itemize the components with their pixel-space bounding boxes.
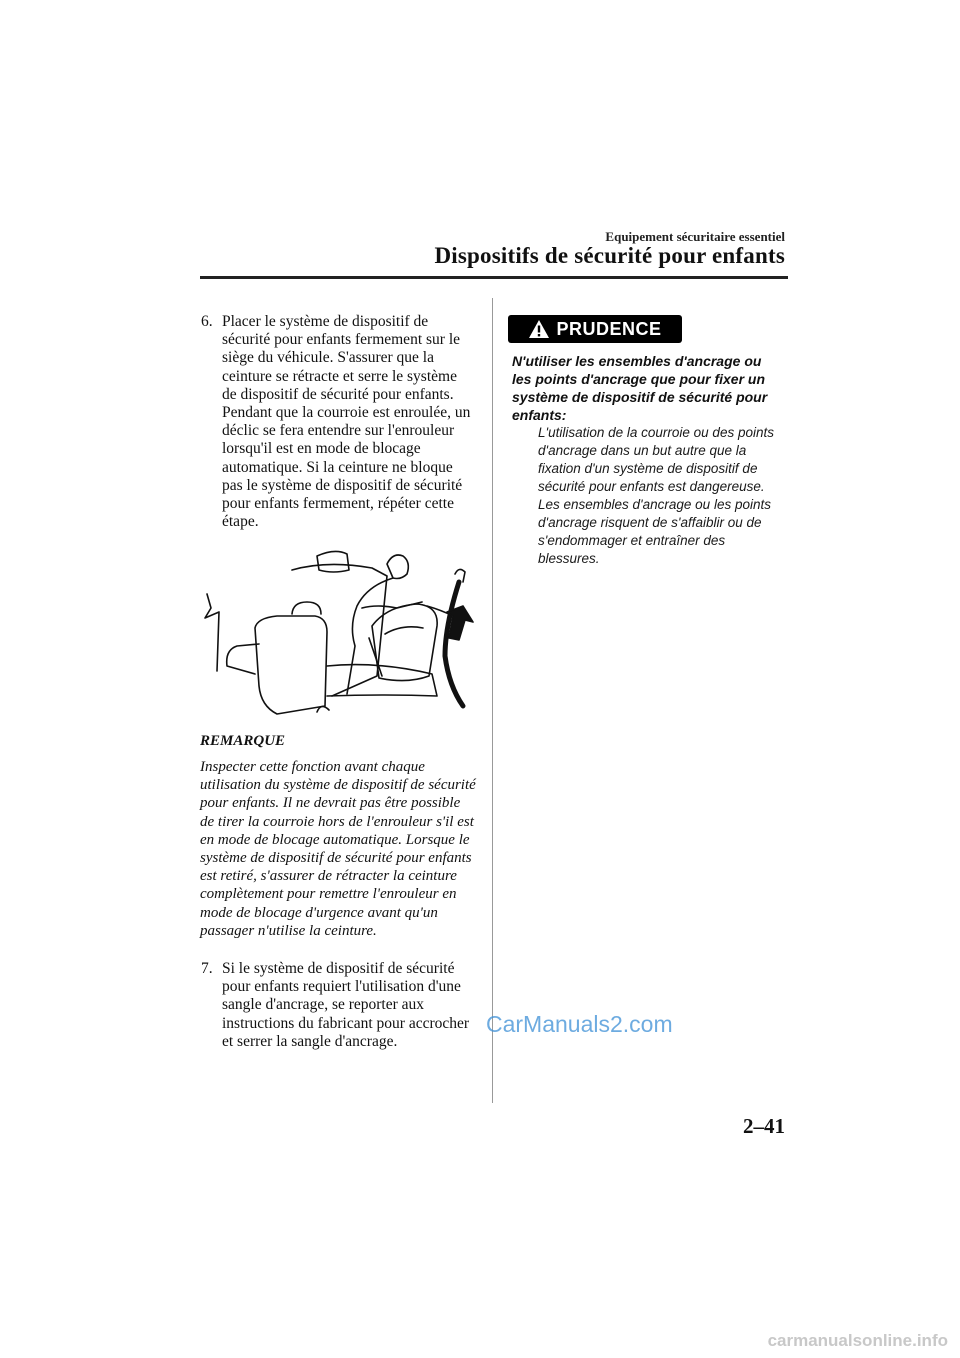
chapter-title: Dispositifs de sécurité pour enfants — [434, 243, 785, 268]
note-title: REMARQUE — [200, 733, 286, 749]
warning-triangle-icon — [528, 319, 550, 339]
step-6 — [201, 313, 473, 531]
header-rule — [200, 276, 788, 279]
step-6-text: Placer le système de dispositif de sécurité pour enfants fermement sur le siège du véhicule. S'assurer que la ceinture se rétracte et serre le système de dispositif de sécurité pour enfants. Pendant que la courroie est enroulée, un déclic se fera entendre sur l'enrouleur lorsqu'il est en mode de blocage automatique. Si la ceinture ne bloque pas le système de dispositif de sécurité pour enfants fermement, répéter cette étape. — [222, 313, 471, 531]
seat-belt-illustration — [197, 546, 479, 718]
footer-watermark: carmanualsonline.info — [767, 1331, 948, 1350]
note-text: Inspecter cette fonction avant chaque utilisation du système de dispositif de sécurité pour enfants. Il ne devrait pas être possible de tirer la courroie hors de l'enrouleur s'il est en mode de blocage automatique. Lorsque le système de dispositif de sécurité pour enfants est retiré, s'assurer de rétracter la ceinture complètement pour remettre l'enrouleur en mode de blocage d'urgence avant qu'un passager n'utilise la ceinture. — [200, 759, 476, 939]
step-7-number: 7. — [201, 960, 213, 977]
caution-banner — [508, 315, 682, 343]
column-divider — [492, 298, 493, 1103]
step-7 — [201, 960, 473, 1051]
section-label: Equipement sécuritaire essentiel — [605, 229, 785, 244]
step-6-number: 6. — [201, 313, 213, 330]
step-7-text: Si le système de dispositif de sécurité pour enfants requiert l'utilisation d'une sangle d'ancrage, se reporter aux instructions du fabricant pour accrocher et serrer la sangle d'ancrage. — [222, 960, 470, 1050]
caution-label: PRUDENCE — [556, 318, 662, 339]
watermark: CarManuals2.com — [486, 1011, 673, 1037]
page-number: 2–41 — [743, 1114, 785, 1138]
caution-heading: N'utiliser les ensembles d'ancrage ou les points d'ancrage que pour fixer un système de dispositif de sécurité pour enfants: — [512, 353, 768, 423]
caution-text: L'utilisation de la courroie ou des points d'ancrage dans un but autre que la fixation d'un système de dispositif de sécurité pour enfants est dangereuse. Les ensembles d'ancrage ou les points d'ancrage risquent de s'affaiblir ou de s'endommager et entraîner des blessures. — [538, 425, 774, 566]
